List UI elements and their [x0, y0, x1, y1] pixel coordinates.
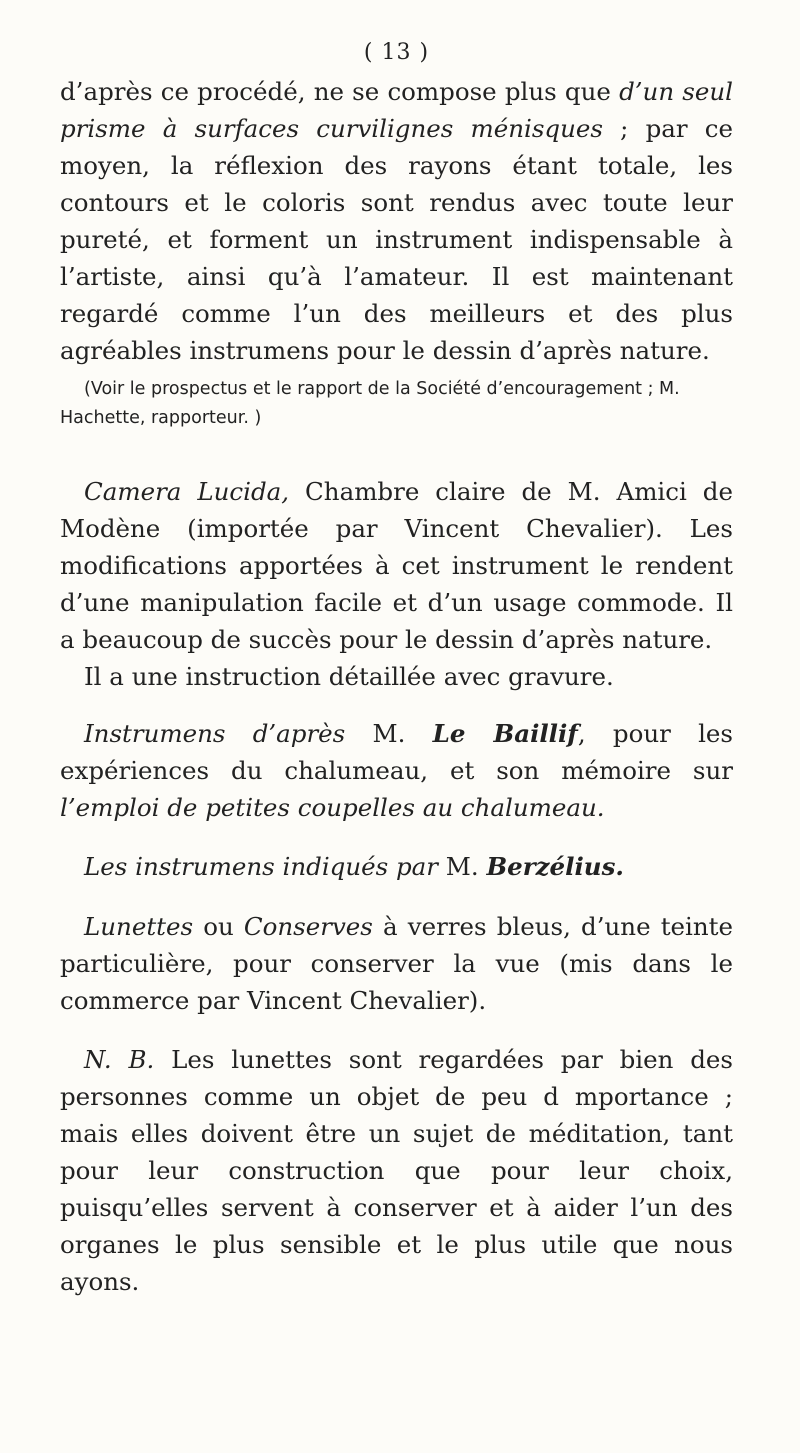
footnote-reference: (Voir le prospectus et le rapport de la Société d’encouragement ; M. Hachette, rapporteur. ) [60, 379, 680, 428]
italic-text: Les instrumens indiqués par [84, 852, 438, 881]
italic-bold-text: Le Baillif [432, 719, 578, 748]
paragraph-berzelius [60, 848, 733, 885]
text: ; par ce moyen, la réflexion des rayons étant totale, les contours et le coloris sont rendus avec toute leur pureté, et forment un instrument indispensable à l’artiste, ainsi qu’à l’amateur. Il est maintenant regardé comme l’un des meilleurs et des plus agréables instrumens pour le dessin d’après nature. [60, 114, 734, 365]
paragraph-prism [60, 73, 733, 369]
page-number: ( 13 ) [363, 40, 430, 65]
italic-text: l’emploi de petites coupelles au chalumeau. [60, 793, 605, 822]
text: Les lunettes sont regardées par bien des personnes comme un objet de peu d mportance ; mais elles doivent être un sujet de méditation, tant pour leur construction que pour leur choix, puisqu’elles servent à conserver et à aider l’un des organes le plus sensible et le plus utile que nous ayons. [60, 1045, 733, 1296]
text: Chambre claire de M. Amici de Modène (importée par Vincent Chevalier). Les modifications apportées à cet instrument le rendent d’une manipulation facile et d’un usage commode. Il a beaucoup de succès pour le dessin d’après nature. [60, 477, 733, 654]
text: à verres bleus, d’une teinte particulière, pour conserver la vue (mis dans le commerce par Vincent Chevalier). [60, 912, 734, 1015]
paragraph-lunettes [60, 908, 733, 1019]
paragraph-instruction: Il a une instruction détaillée avec gravure. [84, 662, 614, 691]
text: M. [345, 719, 433, 748]
paragraph-nota-bene [60, 1041, 733, 1300]
text: d’après ce procédé, ne se compose plus que [60, 77, 620, 106]
italic-text: Instrumens d’après [84, 719, 346, 748]
italic-text: d’un seul prisme à surfaces curvilignes ménisques [60, 77, 733, 143]
text: ou [193, 912, 244, 941]
text: M. [437, 852, 487, 881]
italic-text: Lunettes [84, 912, 194, 941]
paragraph-camera-lucida [60, 473, 733, 658]
text: , pour les expériences du chalumeau, et son mémoire sur [60, 719, 733, 785]
italic-text: Camera Lucida, [84, 477, 290, 506]
italic-bold-text: Berzélius. [486, 852, 624, 881]
paragraph-le-baillif [60, 715, 733, 826]
italic-text: Conserves [243, 912, 373, 941]
italic-text: N. B. [84, 1045, 155, 1074]
